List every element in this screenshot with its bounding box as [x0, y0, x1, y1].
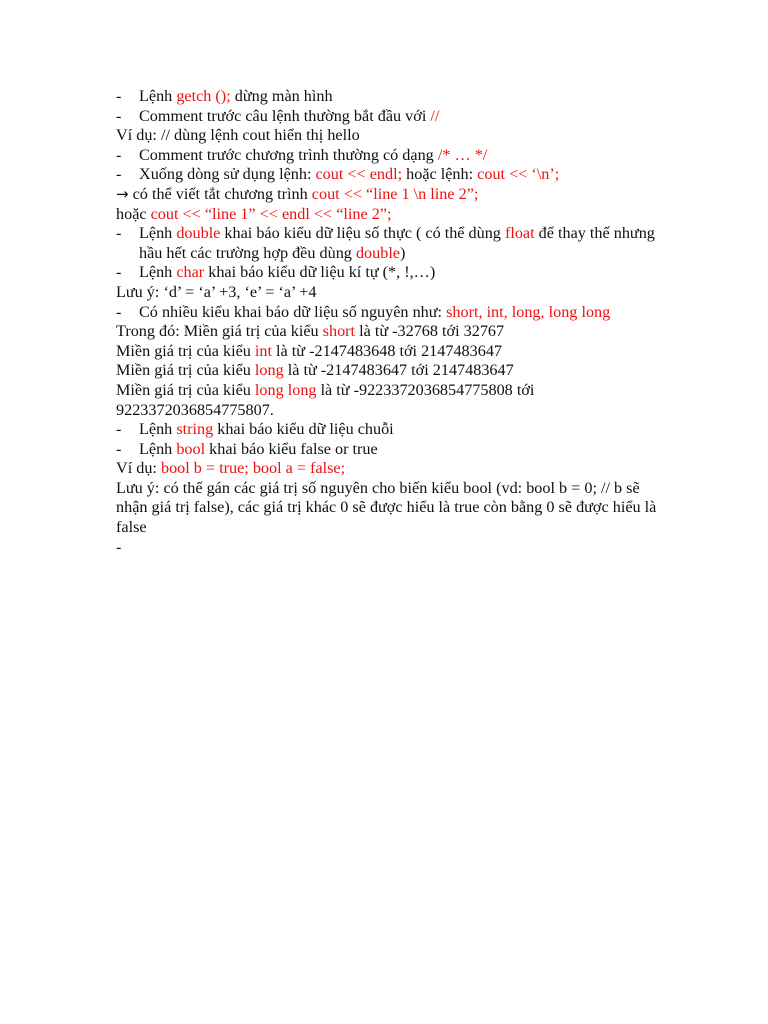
- code-highlight: cout << “line 1 \n line 2”;: [311, 184, 479, 203]
- note-char-arith: [116, 283, 671, 303]
- empty-bullet: [116, 538, 671, 558]
- bullet-char: [116, 263, 671, 283]
- bullet-newline: [116, 165, 671, 185]
- text: khai báo kiểu dữ liệu kí tự (*, !,…): [204, 263, 436, 282]
- text: Ví dụ: // dùng lệnh cout hiển thị hello: [116, 126, 360, 145]
- text: Trong đó: Miền giá trị của kiểu: [116, 322, 323, 341]
- range-long-long: [116, 381, 671, 420]
- text: Xuống dòng sử dụng lệnh:: [139, 165, 316, 184]
- code-highlight: long: [254, 361, 284, 380]
- text: Có nhiều kiểu khai báo dữ liệu số nguyên như:: [139, 302, 447, 321]
- code-highlight: cout << “line 1” << endl << “line 2”;: [150, 204, 392, 223]
- bullet-dash: -: [116, 263, 122, 282]
- text: khai báo kiểu false or true: [205, 439, 378, 458]
- code-highlight: float: [504, 224, 535, 243]
- bullet-dash: -: [116, 87, 122, 105]
- code-highlight: char: [176, 263, 205, 282]
- example-comment: [116, 126, 671, 146]
- text: Lệnh: [139, 439, 177, 458]
- text: là từ -32768 tới 32767: [355, 322, 505, 341]
- text: Comment trước câu lệnh thường bắt đầu với: [139, 106, 431, 125]
- range-short: [116, 322, 671, 342]
- range-int: [116, 342, 671, 362]
- text: Comment trước chương trình thường có dạng: [139, 145, 438, 164]
- code-highlight: long long: [254, 380, 317, 399]
- bullet-dash: -: [116, 145, 122, 164]
- text: Lệnh: [139, 87, 177, 105]
- code-highlight: bool b = true; bool a = false;: [160, 459, 346, 478]
- text: hoặc lệnh:: [402, 165, 478, 184]
- code-highlight: cout << endl;: [315, 165, 403, 184]
- text: Lệnh: [139, 420, 177, 439]
- code-highlight: cout << ‘\n’;: [477, 165, 560, 184]
- text: dừng màn hình: [230, 87, 333, 105]
- text: Miền giá trị của kiểu: [116, 341, 255, 360]
- note-bool: [116, 479, 671, 538]
- code-highlight: short: [322, 322, 356, 341]
- code-highlight: int: [254, 341, 272, 360]
- bullet-getch: [116, 87, 671, 107]
- bullet-integer-types: [116, 303, 671, 323]
- code-highlight: double: [176, 224, 221, 243]
- bullet-dash: -: [116, 302, 122, 321]
- code-highlight: getch ();: [176, 87, 231, 105]
- bullet-dash: -: [116, 224, 122, 243]
- bullet-bool: [116, 440, 671, 460]
- text: là từ -9223372036854775808 tới 9223372036854775807.: [116, 380, 535, 419]
- text: Lệnh: [139, 224, 177, 243]
- text: là từ -2147483648 tới 2147483647: [272, 341, 503, 360]
- code-highlight: //: [430, 106, 440, 125]
- text: là từ -2147483647 tới 2147483647: [283, 361, 514, 380]
- text: để thay thế nhưng hầu hết các trường hợp đều dùng: [139, 224, 655, 262]
- text: Ví dụ:: [116, 459, 161, 478]
- text: Lệnh: [139, 263, 177, 282]
- text: khai báo kiểu dữ liệu số thực ( có thể dùng: [220, 224, 505, 243]
- code-highlight: double: [355, 243, 400, 262]
- text: ): [400, 243, 406, 262]
- bullet-comment-block: [116, 146, 671, 166]
- bullet-comment-line: [116, 107, 671, 127]
- bullet-double: [116, 224, 671, 263]
- code-highlight: bool: [176, 439, 206, 458]
- text: Miền giá trị của kiểu: [116, 361, 255, 380]
- right-arrow-icon: →: [116, 184, 129, 203]
- bullet-dash: -: [116, 439, 122, 458]
- example-bool: [116, 459, 671, 479]
- bullet-dash: -: [116, 106, 122, 125]
- alternative-line: [116, 205, 671, 225]
- text: Miền giá trị của kiểu: [116, 380, 255, 399]
- code-highlight: /* … */: [437, 145, 488, 164]
- code-highlight: short, int, long, long long: [446, 302, 611, 321]
- text: Lưu ý: ‘d’ = ‘a’ +3, ‘e’ = ‘a’ +4: [116, 282, 317, 301]
- document-body: [116, 87, 671, 557]
- bullet-dash: -: [116, 537, 122, 556]
- text: có thể viết tắt chương trình: [128, 184, 312, 203]
- code-highlight: string: [176, 420, 214, 439]
- shorthand-line: [116, 185, 671, 205]
- text: khai báo kiểu dữ liệu chuỗi: [213, 420, 394, 439]
- bullet-dash: -: [116, 165, 122, 184]
- text: hoặc: [116, 204, 151, 223]
- bullet-string: [116, 420, 671, 440]
- range-long: [116, 361, 671, 381]
- text: Lưu ý: có thể gán các giá trị số nguyên cho biến kiểu bool (vd: bool b = 0; // b sẽ nhận giá trị false), các giá trị khác 0 sẽ được hiểu là true còn bằng 0 sẽ được hiểu là false: [116, 478, 657, 537]
- bullet-dash: -: [116, 420, 122, 439]
